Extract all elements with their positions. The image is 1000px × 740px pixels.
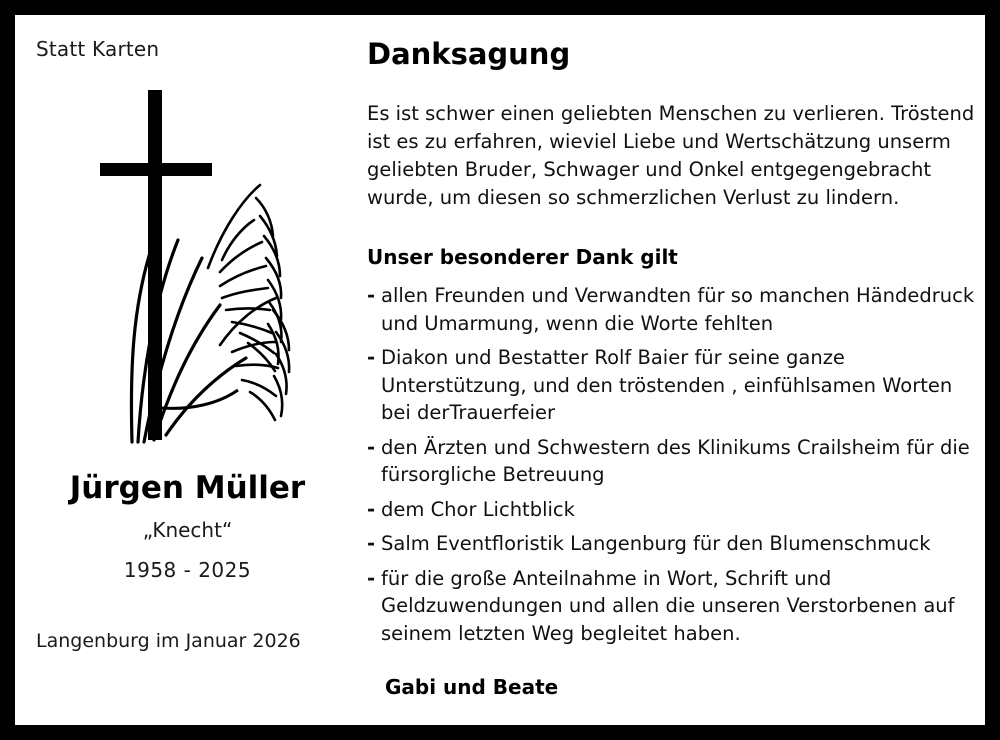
bullet-marker: - (367, 532, 376, 555)
list-item (367, 565, 977, 648)
border-frame-top (0, 0, 1000, 15)
intro-paragraph: Es ist schwer einen geliebten Menschen zu verlieren. Tröstend ist es zu erfahren, wieviel Liebe und Wertschätzung unserm geliebten Bruder, Schwager und Onkel entgegengebracht wurde, um diesen so schmerzlichen Verlust zu lindern. (367, 102, 975, 209)
bullet-marker: - (367, 497, 376, 521)
bullet-marker: - (367, 346, 376, 369)
border-frame-right (985, 0, 1000, 740)
border-frame-left (0, 0, 15, 740)
list-item (367, 434, 977, 489)
signature: Gabi und Beate (385, 675, 559, 699)
list-item-text: dem Chor Lichtblick (381, 497, 575, 521)
list-item-text: allen Freunden und Verwandten für so manchen Händedruck und Umarmung, wenn die Worte fehlten (381, 284, 975, 335)
list-item-text: Diakon und Bestatter Rolf Baier für seine ganze Unterstützung, und den tröstenden , einfühlsamen Worten bei derTrauerfeier (381, 346, 953, 424)
list-item (367, 344, 977, 427)
bullet-marker: - (367, 435, 376, 459)
left-column (15, 15, 360, 725)
page-title: Danksagung (367, 37, 571, 71)
bullet-marker: - (367, 284, 376, 307)
deceased-name: Jürgen Müller (69, 470, 306, 506)
deceased-nickname: „Knecht“ (142, 518, 233, 542)
list-item (367, 496, 977, 524)
list-item (367, 530, 977, 558)
place-and-date: Langenburg im Januar 2026 (36, 630, 301, 652)
thanks-list (367, 282, 977, 654)
right-column (367, 15, 985, 725)
list-item (367, 282, 977, 337)
list-item-text: Salm Eventfloristik Langenburg für den Blumenschmuck (381, 532, 931, 555)
bullet-marker: - (367, 566, 376, 590)
thanks-subheading: Unser besonderer Dank gilt (367, 245, 678, 269)
border-frame-bottom (0, 725, 1000, 740)
list-item-text: für die große Anteilnahme in Wort, Schrift und Geldzuwendungen und allen die unseren Verstorbenen auf seinem letzten Weg begleitet haben. (381, 566, 955, 645)
list-item-text: den Ärzten und Schwestern des Klinikums Crailsheim für die fürsorgliche Betreuung (381, 435, 970, 486)
statt-karten-label: Statt Karten (36, 37, 160, 61)
cross-with-wheat-icon (70, 90, 310, 450)
life-dates: 1958 - 2025 (123, 558, 252, 582)
page-content (15, 15, 985, 725)
